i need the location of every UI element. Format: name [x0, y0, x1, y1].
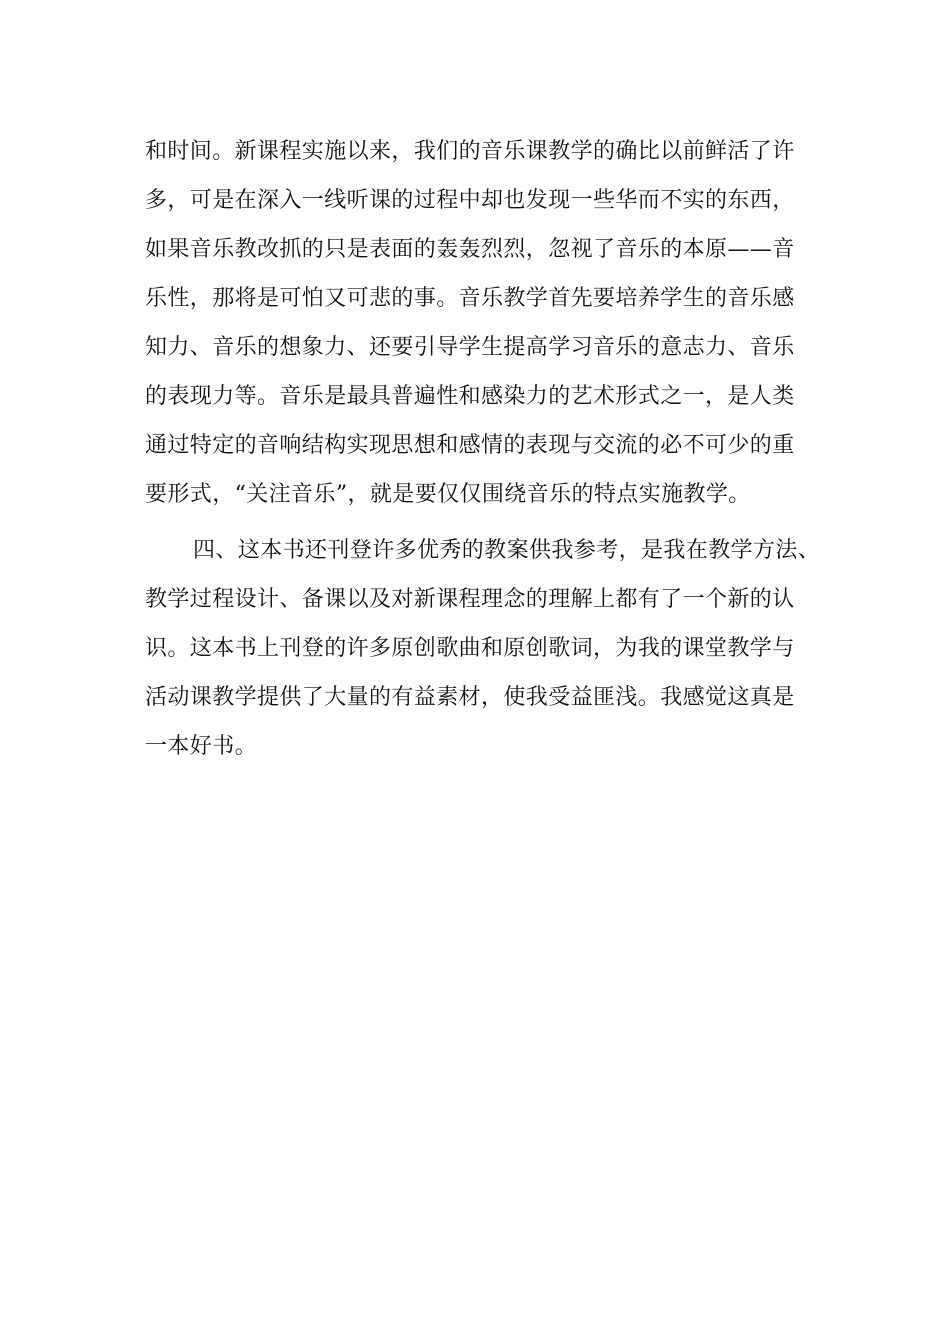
text-line: 识。这本书上刊登的许多原创歌曲和原创歌词，为我的课堂教学与 [145, 636, 795, 661]
text-line: 乐性，那将是可怕又可悲的事。音乐教学首先要培养学生的音乐感 [145, 286, 795, 311]
text-line: 要形式，“关注音乐”，就是要仅仅围绕音乐的特点实施教学。 [145, 482, 751, 507]
text-line: 一本好书。 [145, 734, 258, 759]
text-line: 如果音乐教改抓的只是表面的轰轰烈烈，忽视了音乐的本原——音 [145, 237, 795, 262]
text-line: 通过特定的音响结构实现思想和感情的表现与交流的必不可少的重 [145, 433, 795, 458]
text-line: 教学过程设计、备课以及对新课程理念的理解上都有了一个新的认 [145, 587, 795, 612]
text-line: 四、这本书还刊登许多优秀的教案供我参考，是我在教学方法、 [193, 538, 821, 563]
text-line: 和时间。新课程实施以来，我们的音乐课教学的确比以前鲜活了许 [145, 139, 795, 164]
text-line: 知力、音乐的想象力、还要引导学生提高学习音乐的意志力、音乐 [145, 335, 795, 360]
text-line: 的表现力等。音乐是最具普遍性和感染力的艺术形式之一，是人类 [145, 384, 795, 409]
text-line: 活动课教学提供了大量的有益素材，使我受益匪浅。我感觉这真是 [145, 685, 795, 710]
text-line: 多，可是在深入一线听课的过程中却也发现一些华而不实的东西， [145, 188, 795, 213]
